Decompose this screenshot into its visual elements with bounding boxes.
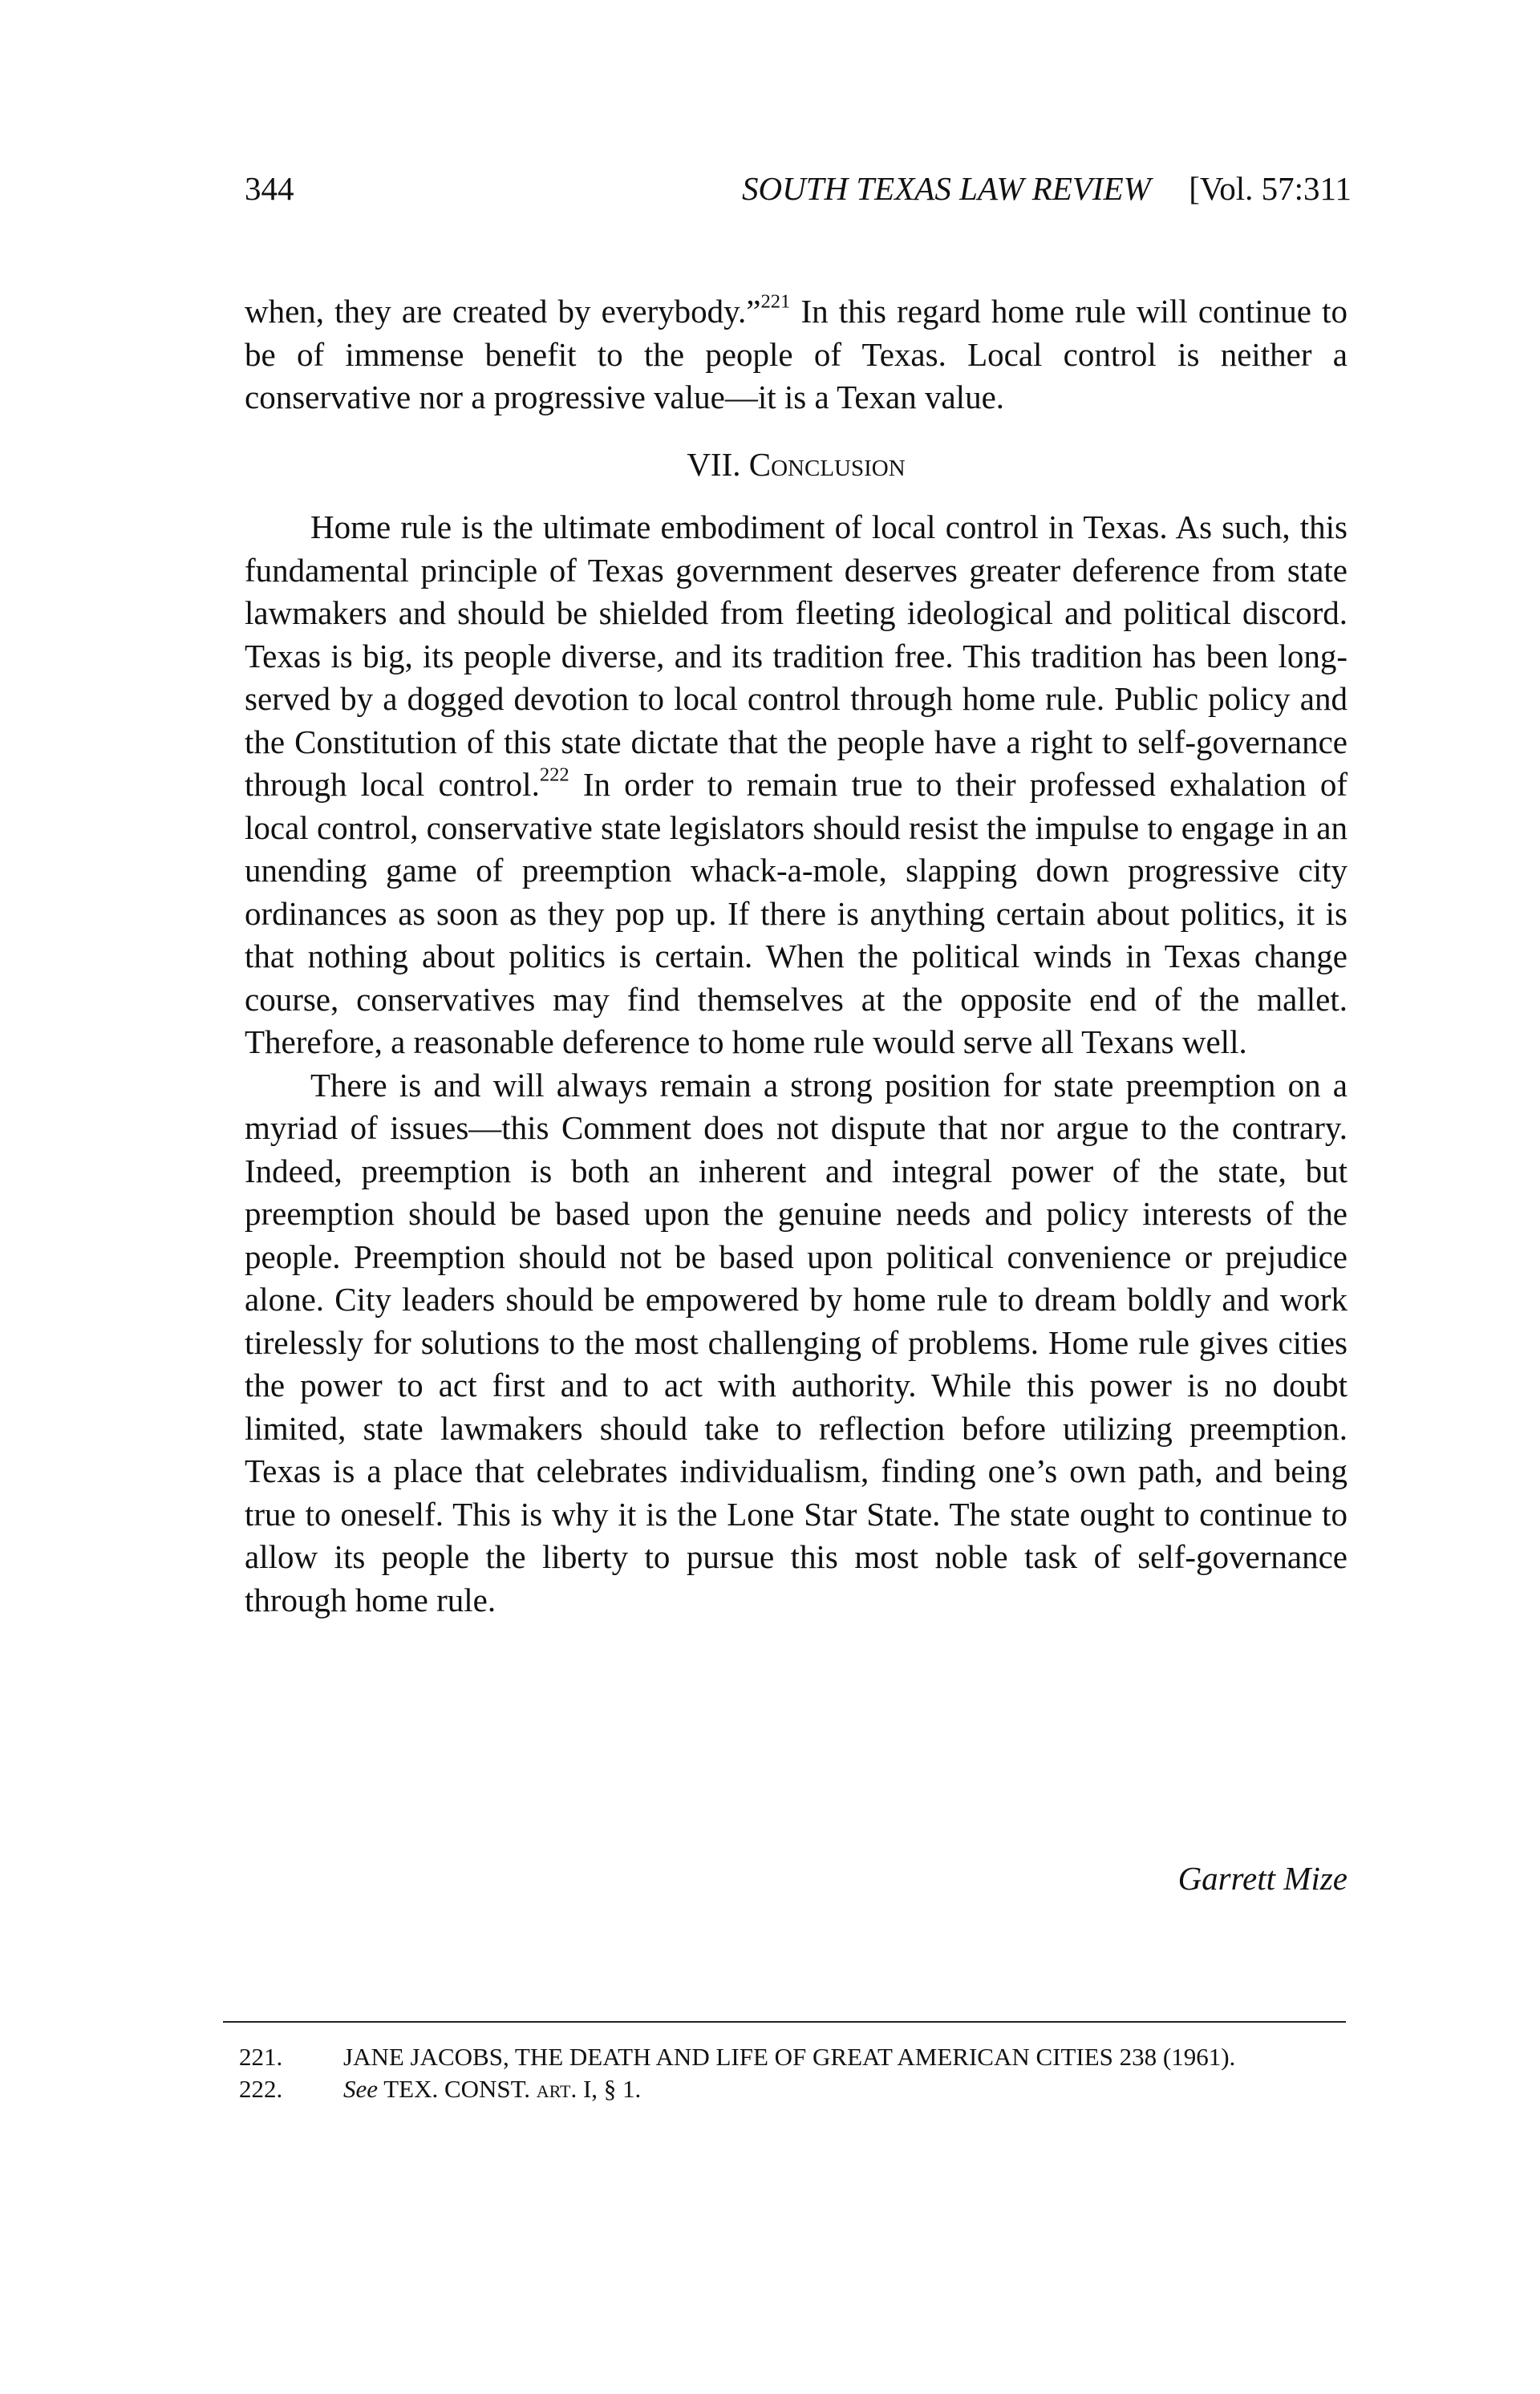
page-number: 344 [245, 170, 294, 207]
volume-citation: [Vol. 57:311 [1189, 170, 1352, 207]
footnote-number: 222. [239, 2075, 283, 2103]
footnote-text: See TEX. CONST. art. I, § 1. [343, 2075, 642, 2103]
footnote-divider [223, 2021, 1346, 2023]
footnote-ref-221[interactable]: 221 [760, 290, 791, 313]
section-number: VII. [687, 445, 741, 483]
paragraph-3: There is and will always remain a strong position for state preemption on a myriad of issues—this Comment does not dispute that nor argue to the contrary. Indeed, preemption is both an inherent and integral power of the state, but preemption should be based upon the genuine needs and policy interests of the people. Preemption should not be based upon political convenience or prejudice alone. City leaders should be empowered by home rule to dream boldly and work tirelessly for solutions to the most challenging of problems. Home rule gives cities the power to act first and to act with authority. While this power is no doubt limited, state lawmakers should take to reflection before utilizing preemption. Texas is a place that celebrates individualism, finding one’s own path, and being true to oneself. This is why it is the Lone Star State. The state ought to continue to allow its people the liberty to pursue this most noble task of self-governance through home rule. [245, 1066, 1348, 1618]
body-text [245, 290, 1348, 1622]
footnote-222 [239, 2073, 1362, 2105]
paragraph-1: when, they are created by everybody.”$^{221}$ In this regard home rule will continue to be of immense benefit to the people of Texas. Local control is neither a conservative nor a progressive value—it is a Texan value. [245, 290, 1348, 415]
footnotes [239, 2041, 1362, 2105]
paragraph-2: Home rule is the ultimate embodiment of local control in Texas. As such, this fundamental principle of Texas government deserves greater deference from state lawmakers and should be shielded from fleeting ideological and political discord. Texas is big, its people diverse, and its tradition free. This tradition has been long-served by a dogged devotion to local control through home rule. Public policy and the Constitution of this state dictate that the people have a right to self-governance through local control.$^{222}$ In order to remain true to their professed exhalation of local control, conservative state legislators should resist the impulse to engage in an unending game of preemption whack-a-mole, slapping down progressive city ordinances as soon as they pop up. If there is anything certain about politics, it is that nothing about politics is certain. When the political winds in Texas change course, conservatives may find themselves at the opposite end of the mallet. Therefore, a reasonable deference to home rule would serve all Texans well. [245, 508, 1348, 1060]
journal-title: SOUTH TEXAS LAW REVIEW [742, 170, 1151, 207]
author-signature: Garrett Mize [1177, 1860, 1348, 1897]
section-heading [245, 444, 1348, 487]
footnote-221 [239, 2041, 1362, 2073]
footnote-ref-222[interactable]: 222 [539, 764, 569, 786]
running-header [245, 164, 1352, 213]
footnote-text: JANE JACOBS, THE DEATH AND LIFE OF GREAT AMERICAN CITIES 238 (1961). [343, 2043, 1236, 2071]
footnote-number: 221. [239, 2043, 283, 2071]
citation-signal: See [343, 2075, 379, 2103]
section-title: Conclusion [748, 445, 906, 483]
